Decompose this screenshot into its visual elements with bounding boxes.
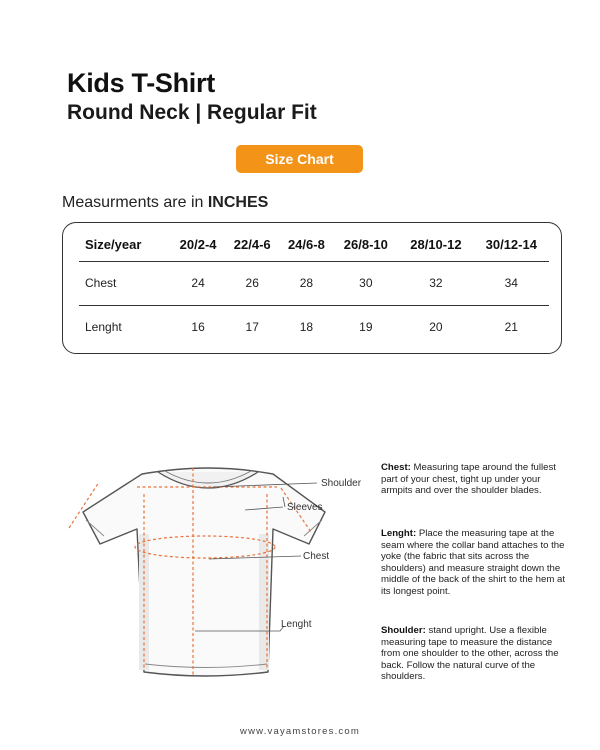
tshirt-measurement-diagram (55, 452, 380, 697)
header-size: 26/8-10 (333, 229, 398, 261)
table-cell: 21 (504, 320, 518, 335)
table-cell: 26 (225, 261, 279, 305)
row-label: Lenght (85, 320, 122, 335)
header-size: 28/10-12 (398, 229, 473, 261)
table-cell: 16 (191, 320, 205, 335)
table-row-length (79, 305, 549, 349)
table-cell: 28 (279, 261, 333, 305)
sleeves-label: Sleeves (287, 502, 323, 513)
table-cell: 19 (359, 320, 373, 335)
page-title: Kids T-Shirt (67, 68, 215, 98)
chest-term: Chest: (381, 462, 411, 473)
table-cell: 24 (171, 261, 225, 305)
table-header-row (79, 229, 549, 261)
row-label: Chest (79, 261, 171, 305)
shoulder-label: Shoulder (321, 478, 362, 489)
page-subtitle: Round Neck | Regular Fit (67, 101, 317, 124)
shoulder-text: stand upright. Use a flexible measuring tape to measure the distance from one shoulder to the other, across the back. Follow the natural curve of the shoulders. (381, 625, 559, 683)
length-description (381, 528, 567, 598)
shoulder-term: Shoulder: (381, 625, 426, 636)
chest-description (381, 462, 567, 497)
table-row-chest (79, 261, 549, 305)
store-url: www.vayamstores.com (240, 726, 360, 737)
size-table (79, 229, 549, 349)
size-chart-button[interactable]: Size Chart (236, 145, 363, 173)
length-label: Lenght (281, 619, 312, 630)
chest-label: Chest (303, 551, 330, 562)
measurement-unit-note (62, 194, 268, 212)
header-size: 30/12-14 (474, 229, 549, 261)
length-text: Place the measuring tape at the seam where the collar band attaches to the yoke (the fabric that sits across the shoulders) and measure straight down the middle of the back of the shirt to the hem at its longest point. (381, 528, 565, 597)
shoulder-description (381, 625, 567, 683)
table-cell: 17 (245, 320, 259, 335)
measurement-note-prefix: Measurments are in (62, 194, 208, 211)
table-cell: 20 (429, 320, 443, 335)
header-size: 20/2-4 (171, 229, 225, 261)
table-cell: 30 (333, 261, 398, 305)
table-cell: 32 (398, 261, 473, 305)
table-cell: 34 (474, 261, 549, 305)
header-size: 24/6-8 (279, 229, 333, 261)
chest-text: Measuring tape around the fullest part of your chest, tight up under your armpits and over the shoulder blades. (381, 462, 556, 497)
measurement-unit: INCHES (207, 194, 269, 211)
length-term: Lenght: (381, 528, 417, 539)
header-size-year: Size/year (79, 229, 171, 261)
table-cell: 18 (299, 320, 314, 335)
size-table-container (62, 222, 562, 354)
header-size: 22/4-6 (225, 229, 279, 261)
